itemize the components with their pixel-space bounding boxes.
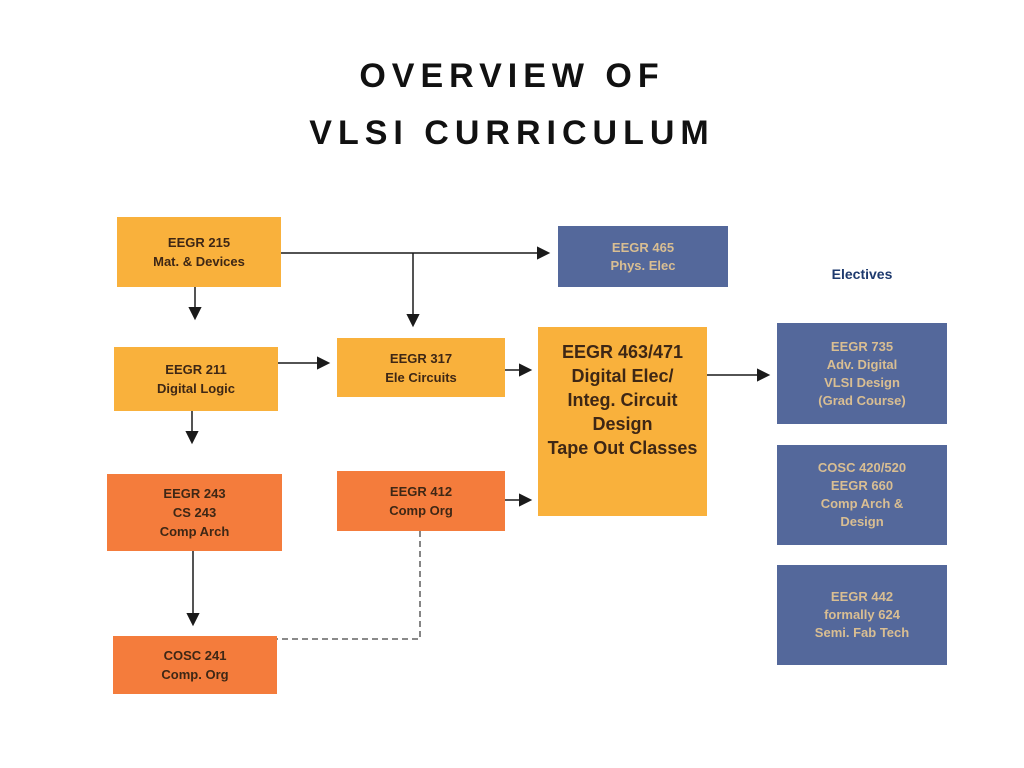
box-text-line: EEGR 442 [830, 589, 894, 604]
box-text-line: Digital Elec/ [571, 366, 674, 386]
box-text-line: Mat. & Devices [153, 254, 245, 269]
box-text-line: Ele Circuits [385, 369, 457, 385]
box-text-line: Comp Arch [159, 524, 230, 539]
box-text-line: EEGR 735 [830, 338, 894, 354]
box-text-line: EEGR 412 [389, 484, 453, 499]
box-text-line: Comp Arch & [820, 496, 904, 511]
box-text-line: COSC 420/520 [817, 460, 907, 475]
box-text-line: Adv. Digital [826, 356, 898, 372]
box-eegr-211-digital-logic [114, 347, 278, 411]
box-text-line: CS 243 [172, 505, 217, 520]
box-text-line: EEGR 243 [163, 486, 226, 501]
box-text-line: COSC 241 [163, 648, 227, 663]
box-text-line: EEGR 660 [830, 478, 894, 493]
box-text-line: Comp Org [389, 503, 453, 518]
box-text-line: EEGR 211 [165, 362, 227, 377]
box-eegr-465-phys-elec [558, 226, 728, 287]
box-text-line: formally 624 [824, 607, 900, 622]
box-eegr-442-semi-fab [777, 565, 947, 665]
electives-label: Electives [831, 266, 893, 282]
dashed-connector-eegr412-to-cosc241 [277, 531, 420, 639]
box-text-line: Design [840, 514, 884, 529]
box-text-line: EEGR 463/471 [561, 342, 684, 362]
box-eegr-735-adv-vlsi [777, 323, 947, 424]
box-eegr-215-mat-devices [117, 217, 281, 287]
box-eegr-243-comp-arch [107, 474, 282, 551]
page-title-line2: VLSI CURRICULUM [309, 114, 715, 152]
page-title-line1: OVERVIEW OF [359, 57, 665, 95]
box-text-line: Design [592, 414, 653, 434]
box-text-line: Semi. Fab Tech [814, 625, 910, 640]
box-text-line: Digital Logic [157, 381, 235, 396]
box-eegr-412-comp-org [337, 471, 505, 531]
box-text-line: (Grad Course) [818, 392, 906, 408]
box-text-line: EEGR 465 [611, 239, 675, 255]
page-title [0, 48, 1024, 162]
box-text-line: Comp. Org [161, 667, 229, 682]
box-text-line: EEGR 317 [389, 350, 453, 366]
box-cosc-420-520-eegr-660 [777, 445, 947, 545]
box-text-line: VLSI Design [824, 374, 900, 390]
box-text-line: Phys. Elec [610, 257, 676, 273]
box-text-line: Tape Out Classes [547, 438, 698, 458]
box-eegr-463-471-design [538, 327, 707, 516]
box-text-line: EEGR 215 [167, 235, 231, 250]
box-text-line: Integ. Circuit [567, 390, 678, 410]
box-eegr-317-ele-circuits [337, 338, 505, 397]
box-cosc-241-comp-org [113, 636, 277, 694]
